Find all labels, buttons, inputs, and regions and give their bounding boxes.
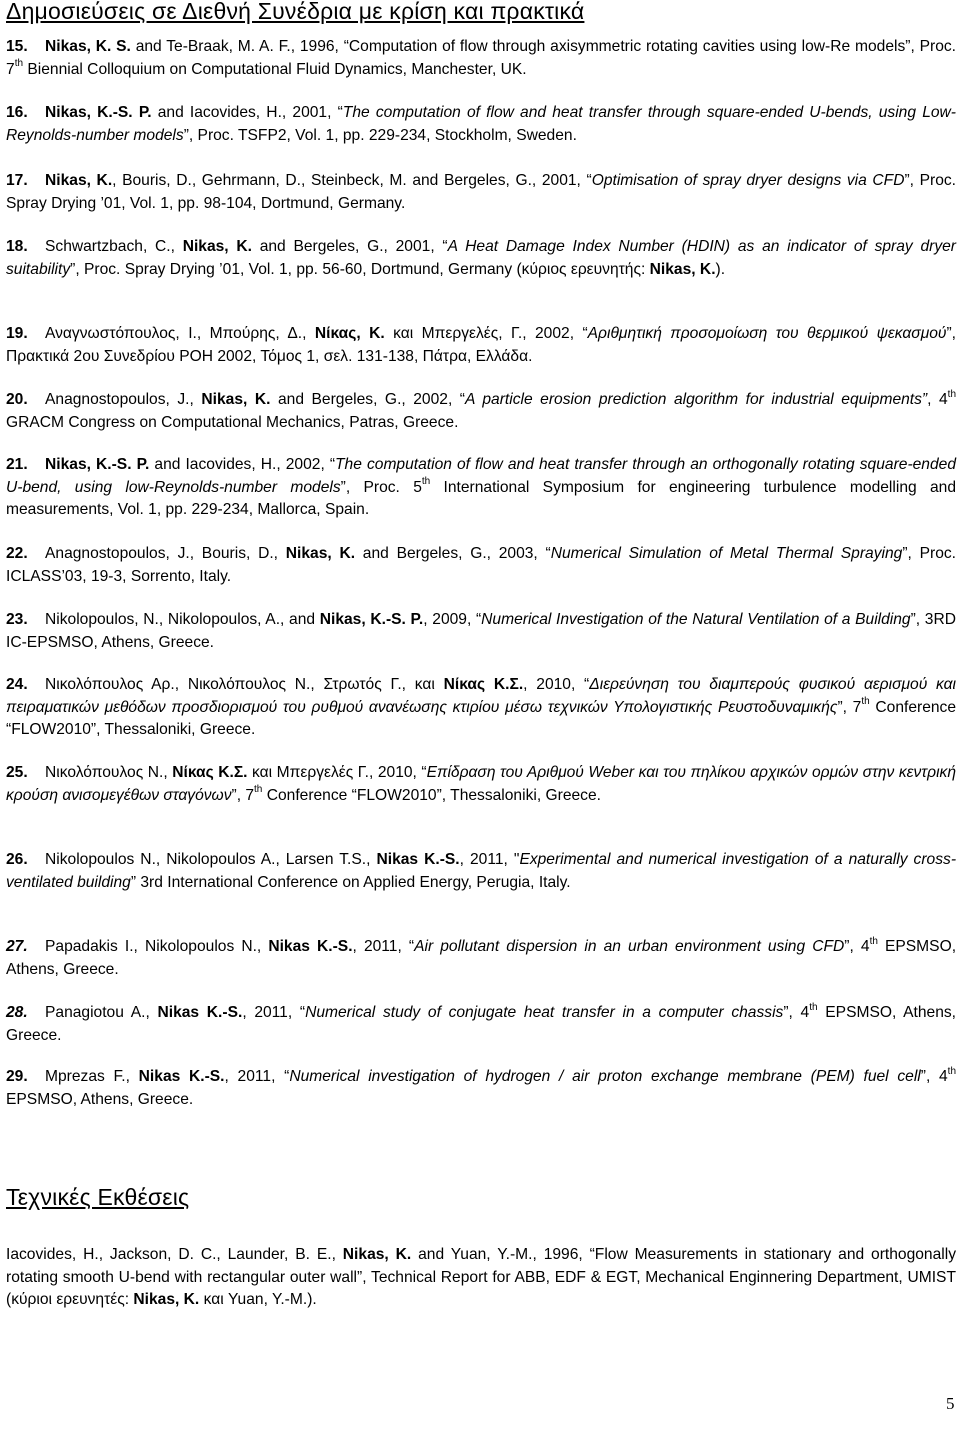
author-highlight: Nikas, K. <box>285 545 356 562</box>
entry-number: 24. <box>6 676 28 693</box>
text-run: Nikolopoulos, N., Nikolopoulos, A., and <box>45 611 320 628</box>
author-highlight: Nikas, K. <box>649 260 716 278</box>
ordinal-suffix: th <box>421 476 431 488</box>
entry-text <box>6 935 957 978</box>
entry-number: 26. <box>6 851 28 868</box>
text-run: International Symposium for engineering turbulence modelling and measurements, Vol. 1, pp. 229-234, Mallorca, Spain. <box>6 478 956 518</box>
text-run: Papadakis I., Nikolopoulos N., <box>45 938 269 955</box>
entry-text <box>6 388 957 431</box>
ordinal-suffix: th <box>947 1065 957 1077</box>
entry-text <box>6 456 956 518</box>
entry-text <box>6 764 956 804</box>
entry-text <box>6 611 956 651</box>
author-highlight: Nikas, K. <box>182 238 252 255</box>
section-title-conferences: Δημοσιεύσεις σε Διεθνή Συνέδρια με κρίση και πρακτικά <box>6 0 585 24</box>
text-run: and Bergeles, G., 2003, “ <box>355 545 551 562</box>
entry-number: 22. <box>6 545 28 562</box>
text-run: and Iacovides, H., 2002, “ <box>149 456 336 473</box>
entry-15 <box>6 36 956 81</box>
entry-number: 20. <box>6 391 28 408</box>
text-run: ”, Proc. Spray Drying ’01, Vol. 1, pp. 56-60, Dortmund, Germany (κύριος ερευνητής: <box>70 260 650 278</box>
text-run: and Bergeles, G., 2002, “ <box>270 391 466 408</box>
entry-19 <box>6 323 956 368</box>
text-run: , Bouris, D., Gehrmann, D., Steinbeck, M. and Bergeles, G., 2001, “ <box>112 172 592 189</box>
text-run: Schwartzbach, C., <box>45 238 183 255</box>
text-run: Conference “FLOW2010”, Thessaloniki, Greece. <box>6 698 957 738</box>
entry-27 <box>6 936 956 981</box>
entry-text <box>6 851 956 891</box>
author-highlight: Nikas, K. <box>133 1291 200 1308</box>
text-run: ”, 7 <box>837 698 862 716</box>
text-run: and Te-Braak, M. A. F., 1996, “Computation of flow through axisymmetric rotating cavities using low-Re models”, Proc. 7 <box>6 38 956 78</box>
text-run: Biennial Colloquium on Computational Fluid Dynamics, Manchester, UK. <box>23 60 527 78</box>
author-highlight: Νίκας Κ.Σ. <box>443 676 524 693</box>
text-run: και Μπεργελές Γ., 2010, “ <box>247 764 427 781</box>
paper-title: A particle erosion prediction algorithm for industrial equipments” <box>465 391 928 408</box>
entry-24 <box>6 674 956 742</box>
entry-text <box>6 676 956 738</box>
author-highlight: Nikas, K.-S. P. <box>45 104 152 121</box>
text-run: , 2011, “ <box>224 1068 290 1085</box>
report-text <box>6 1246 956 1308</box>
text-run: , 2011, " <box>459 851 520 868</box>
entry-17 <box>6 170 956 215</box>
technical-report-entry <box>6 1244 956 1312</box>
entry-26 <box>6 849 956 894</box>
text-run: ). <box>715 260 726 278</box>
entry-text <box>6 545 956 585</box>
author-highlight: Nikas, K. <box>201 391 271 408</box>
paper-title: Experimental and numerical investigation of a naturally cross-ventilated building <box>6 851 957 891</box>
entry-number: 29. <box>6 1068 28 1085</box>
entry-text <box>6 1065 957 1108</box>
section-title-technical-reports: Τεχνικές Εκθέσεις <box>6 1184 190 1210</box>
text-run: ”, 7 <box>231 786 255 804</box>
entry-text <box>6 238 956 278</box>
author-highlight: Nikas, K.-S. P. <box>319 611 424 628</box>
author-highlight: Nikas, K. S. <box>45 38 131 55</box>
paper-title: Optimisation of spray dryer designs via CFD <box>591 172 905 189</box>
text-run: Iacovides, H., Jackson, D. C., Launder, B. E., <box>6 1246 343 1263</box>
text-run: ”, Πρακτικά 2ου Συνεδρίου ΡΟΗ 2002, Τόμος 1, σελ. 131-138, Πάτρα, Ελλάδα. <box>6 325 957 365</box>
entry-number: 27. <box>6 938 28 955</box>
text-run: και Μπεργελές, Γ., 2002, “ <box>384 325 588 342</box>
entry-number: 15. <box>6 38 28 55</box>
text-run: and Yuan, Y.-M., 1996, “Flow Measurements in stationary and orthogonally rotating smooth U-bend with rectangular outer wall”, Technical Report for ABB, EDF & EGT, Mechanical Enginnering Department, UMIST (κύριοι ερευνητές: <box>6 1246 957 1308</box>
text-run: ”, 3RD IC-EPSMSO, Athens, Greece. <box>6 611 956 651</box>
entry-number: 16. <box>6 104 28 121</box>
paper-title: Διερεύνηση του διαμπερούς φυσικού αερισμού και πειραματικών μεθόδων προσδιορισμού του ρυθμού ανανέωσης κτιρίου μέσω τεχνικών Υπολογιστικής Ρευστοδυναμικής <box>6 676 957 716</box>
text-run: και Yuan, Y.-M.). <box>199 1291 317 1308</box>
entry-number: 23. <box>6 611 28 628</box>
text-run: ” 3rd International Conference on Applied Energy, Perugia, Italy. <box>130 873 571 891</box>
ordinal-suffix: th <box>947 388 957 400</box>
paper-title: Αριθμητική προσομοίωση του θερμικού ψεκασμού <box>587 325 947 342</box>
paper-title: Numerical investigation of hydrogen / air proton exchange membrane (PEM) fuel cell <box>289 1068 921 1085</box>
ordinal-suffix: th <box>809 1001 818 1013</box>
text-run: and Iacovides, H., 2001, “ <box>151 104 343 121</box>
entry-number: 21. <box>6 456 28 473</box>
text-run: , 2011, “ <box>242 1004 306 1021</box>
ordinal-suffix: th <box>861 696 870 708</box>
text-run: and Bergeles, G., 2001, “ <box>251 238 448 255</box>
text-run: , 4 <box>927 391 948 408</box>
entry-number: 19. <box>6 325 28 342</box>
entry-number: 17. <box>6 172 28 189</box>
paper-title: Air pollutant dispersion in an urban environment using CFD <box>414 938 845 955</box>
entry-number: 18. <box>6 238 28 255</box>
text-run: Conference “FLOW2010”, Thessaloniki, Greece. <box>262 786 601 804</box>
entry-16 <box>6 102 956 147</box>
entry-text <box>6 38 956 78</box>
paper-title: Numerical Investigation of the Natural Ventilation of a Building <box>481 611 911 628</box>
text-run: ”, Proc. TSFP2, Vol. 1, pp. 229-234, Stockholm, Sweden. <box>183 126 577 144</box>
entry-20 <box>6 389 956 434</box>
paper-title: The computation of flow and heat transfer through square-ended U-bends, using Low-Reynolds-number models <box>6 104 956 144</box>
text-run: , 2009, “ <box>423 611 482 628</box>
author-highlight: Nikas K.-S. <box>138 1068 225 1085</box>
text-run: Mprezas F., <box>45 1068 139 1085</box>
ordinal-suffix: th <box>254 784 263 796</box>
entry-23 <box>6 609 956 654</box>
entry-number: 28. <box>6 1004 28 1021</box>
text-run: ”, Proc. 5 <box>340 478 422 496</box>
text-run: , 2011, “ <box>352 938 415 955</box>
entry-number: 25. <box>6 764 28 781</box>
author-highlight: Nikas K.-S. <box>376 851 460 868</box>
author-highlight: Νίκας, Κ. <box>314 325 385 342</box>
ordinal-suffix: th <box>14 58 24 70</box>
entry-text <box>6 325 956 365</box>
paper-title: The computation of flow and heat transfer through an orthogonally rotating square-ended U-bend, using low-Reynolds-number models <box>6 456 956 496</box>
entry-text <box>6 172 956 212</box>
text-run: Nikolopoulos N., Nikolopoulos A., Larsen T.S., <box>45 851 377 868</box>
author-highlight: Nikas K.-S. <box>157 1004 243 1021</box>
author-highlight: Nikas K.-S. <box>268 938 353 955</box>
entry-text <box>6 1001 957 1044</box>
author-highlight: Nikas, K.-S. P. <box>45 456 150 473</box>
author-highlight: Nikas, K. <box>342 1246 412 1263</box>
page-number: 5 <box>946 1394 955 1413</box>
text-run: ”, 4 <box>844 938 870 955</box>
text-run: Anagnostopoulos, J., <box>45 391 202 408</box>
entry-22 <box>6 543 956 588</box>
text-run: Panagiotou A., <box>45 1004 158 1021</box>
text-run: Νικολόπουλος Αρ., Νικολόπουλος Ν., Στρωτός Γ., και <box>45 676 444 693</box>
paper-title: Numerical Simulation of Metal Thermal Spraying <box>550 545 903 562</box>
text-run: Νικολόπουλος Ν., <box>45 764 173 781</box>
text-run: , 2010, “ <box>523 676 590 693</box>
entry-29 <box>6 1066 956 1111</box>
text-run: EPSMSO, Athens, Greece. <box>6 1004 957 1044</box>
text-run: Αναγνωστόπουλος, Ι., Μπούρης, Δ., <box>45 325 315 342</box>
text-run: ”, 4 <box>920 1068 948 1085</box>
entry-28 <box>6 1002 956 1047</box>
author-highlight: Nikas, K. <box>45 172 113 189</box>
text-run: EPSMSO, Athens, Greece. <box>6 1090 194 1108</box>
paper-title: A Heat Damage Index Number (HDIN) as an indicator of spray dryer suitability <box>6 238 956 278</box>
entry-25 <box>6 762 956 807</box>
text-run: EPSMSO, Athens, Greece. <box>6 938 957 978</box>
text-run: ”, Proc. ICLASS’03, 19-3, Sorrento, Italy. <box>6 545 956 585</box>
text-run: Anagnostopoulos, J., Bouris, D., <box>45 545 286 562</box>
paper-title: Numerical study of conjugate heat transfer in a computer chassis <box>305 1004 784 1021</box>
author-highlight: Νίκας Κ.Σ. <box>172 764 248 781</box>
text-run: ”, 4 <box>783 1004 810 1021</box>
text-run: ”, Proc. Spray Drying ’01, Vol. 1, pp. 98-104, Dortmund, Germany. <box>6 172 957 212</box>
ordinal-suffix: th <box>869 935 878 947</box>
entry-text <box>6 104 956 144</box>
entry-21 <box>6 454 956 522</box>
text-run: GRACM Congress on Computational Mechanics, Patras, Greece. <box>6 413 459 431</box>
paper-title: Επίδραση του Αριθμού Weber και του πηλίκου αρχικών ορμών στην κεντρική κρούση ανισομεγέθων σταγόνων <box>6 764 956 804</box>
entry-18 <box>6 236 956 281</box>
